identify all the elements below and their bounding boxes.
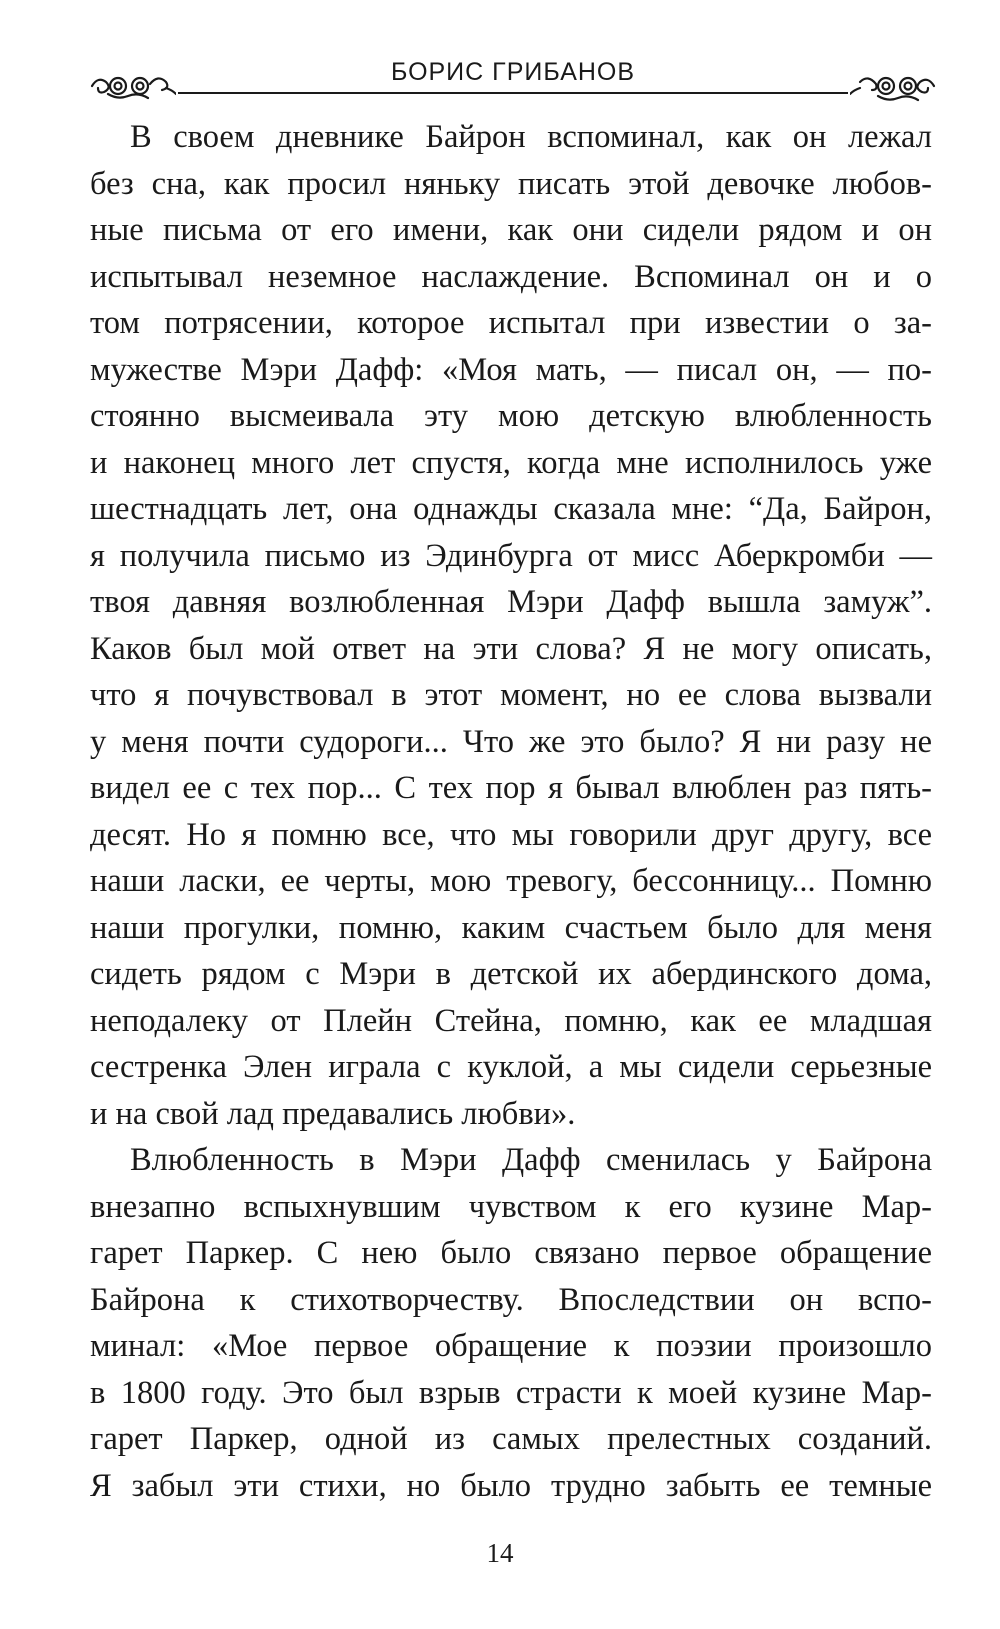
text-line: мужестве Мэри Дафф: «Моя мать, — писал он, — по- — [90, 351, 932, 388]
header-rule — [178, 92, 848, 94]
text-line: испытывал неземное наслаждение. Вспоминал он и о — [90, 258, 932, 295]
text-line: гарет Паркер. С нею было связано первое обращение — [90, 1235, 932, 1271]
body-text — [90, 114, 932, 1509]
text-line: у меня почти судороги... Что же это было? Я ни разу не — [90, 723, 932, 760]
text-line: ные письма от его имени, как они сидели рядом и он — [90, 212, 932, 248]
text-line: Влюбленность в Мэри Дафф сменилась у Байрона — [130, 1142, 932, 1178]
text-line: Я забыл эти стихи, но было трудно забыть ее темные — [90, 1467, 932, 1504]
text-line: Байрона к стихотворчеству. Впоследствии он вспо- — [90, 1281, 932, 1318]
text-line: десят. Но я помню все, что мы говорили друг другу, все — [90, 816, 932, 853]
running-head: БОРИС ГРИБАНОВ — [390, 58, 636, 86]
text-line: сидеть рядом с Мэри в детской их абердинского дома, — [90, 956, 932, 992]
text-line: и на свой лад предавались любви». — [90, 1095, 576, 1132]
text-line: и наконец много лет спустя, когда мне исполнилось уже — [90, 444, 932, 481]
text-line: внезапно вспыхнувшим чувством к его кузине Мар- — [90, 1188, 932, 1225]
text-line: наши ласки, ее черты, мою тревогу, бессонницу... Помню — [90, 863, 932, 899]
text-line: том потрясении, которое испытал при известии о за- — [90, 305, 932, 341]
text-line: В своем дневнике Байрон вспоминал, как он лежал — [130, 119, 932, 155]
text-line: в 1800 году. Это был взрыв страсти к моей кузине Мар- — [90, 1374, 932, 1411]
text-line: стоянно высмеивала эту мою детскую влюбленность — [90, 398, 932, 434]
text-line: твоя давняя возлюбленная Мэри Дафф вышла замуж”. — [90, 584, 932, 620]
text-line: шестнадцать лет, она однажды сказала мне: “Да, Байрон, — [90, 491, 932, 527]
text-line: сестренка Элен играла с куклой, а мы сидели серьезные — [90, 1049, 932, 1085]
text-line: видел ее с тех пор... С тех пор я бывал влюблен раз пять- — [90, 770, 932, 806]
paragraph-1 — [90, 114, 932, 1137]
text-line: неподалеку от Плейн Стейна, помню, как ее младшая — [90, 1002, 932, 1039]
text-line: гарет Паркер, одной из самых прелестных созданий. — [90, 1421, 932, 1457]
page-number: 14 — [486, 1538, 514, 1568]
text-line: Каков был мой ответ на эти слова? Я не могу описать, — [90, 630, 932, 667]
text-line: без сна, как просил няньку писать этой девочке любов- — [90, 165, 932, 202]
text-line: наши прогулки, помню, каким счастьем было для меня — [90, 909, 932, 946]
text-line: минал: «Мое первое обращение к поэзии произошло — [90, 1328, 932, 1364]
page-header — [88, 54, 938, 104]
ornament-flourish-icon — [850, 64, 938, 104]
text-line: я получила письмо из Эдинбурга от мисс Аберкромби — — [90, 537, 932, 574]
text-line: что я почувствовал в этот момент, но ее слова вызвали — [90, 677, 932, 713]
paragraph-2 — [90, 1137, 932, 1509]
